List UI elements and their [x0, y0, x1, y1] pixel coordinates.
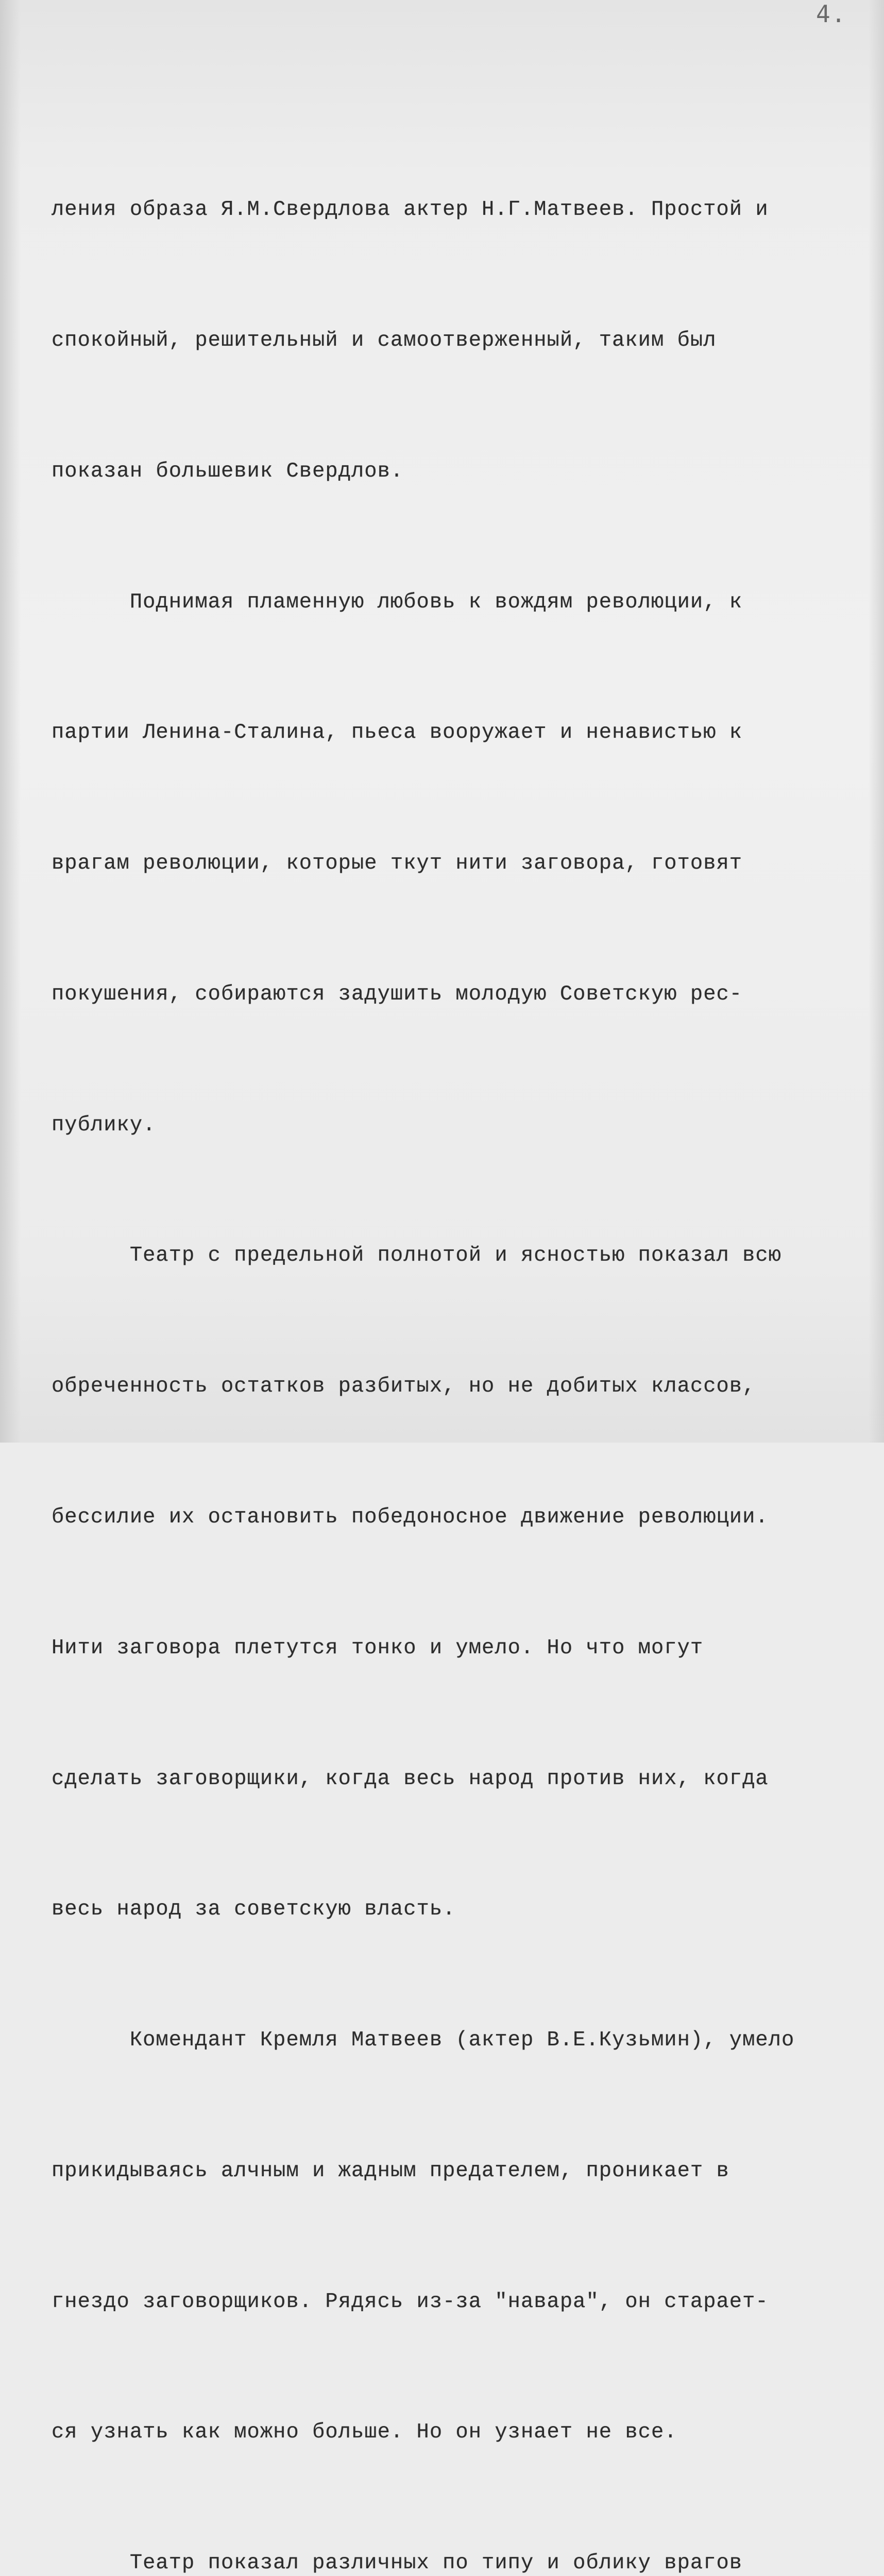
text-line: Театр с предельной полнотой и ясностью показал всю	[52, 1244, 782, 1268]
text-line: гнездо заговорщиков. Рядясь из-за "навара", он старает-	[52, 2290, 769, 2314]
page-edge-shadow-left	[0, 0, 21, 1443]
text-line: врагам революции, которые ткут нити заговора, готовят	[52, 852, 743, 876]
text-line: Театр показал различных по типу и облику врагов	[52, 2551, 743, 2575]
text-line: партии Ленина-Сталина, пьеса вооружает и ненавистью к	[52, 721, 743, 745]
text-line: публику.	[52, 1113, 156, 1137]
text-line: покушения, собираются задушить молодую Советскую рес-	[52, 982, 743, 1006]
text-line: спокойный, решительный и самоотверженный, таким был	[52, 328, 717, 352]
page-number: 4.	[816, 0, 847, 28]
text-line: ления образа Я.М.Свердлова актер Н.Г.Матвеев. Простой и	[52, 198, 769, 222]
typewritten-text	[52, 101, 794, 2576]
text-line: бессилие их остановить победоносное движение революции.	[52, 1505, 769, 1529]
text-line: обреченность остатков разбитых, но не добитых классов,	[52, 1375, 756, 1399]
text-line: ся узнать как можно больше. Но он узнает не все.	[52, 2420, 677, 2445]
text-line: сделать заговорщики, когда весь народ против них, когда	[52, 1767, 769, 1791]
text-line: Нити заговора плетутся тонко и умело. Но что могут	[52, 1636, 704, 1660]
text-line: Комендант Кремля Матвеев (актер В.Е.Кузьмин), умело	[52, 2028, 795, 2053]
text-line: Поднимая пламенную любовь к вождям революции, к	[52, 590, 743, 614]
text-line: прикидываясь алчным и жадным предателем, проникает в	[52, 2159, 729, 2183]
page-edge-shadow-right	[869, 0, 884, 1443]
text-line: весь народ за советскую власть.	[52, 1897, 456, 1922]
text-line: показан большевик Свердлов.	[52, 459, 404, 483]
